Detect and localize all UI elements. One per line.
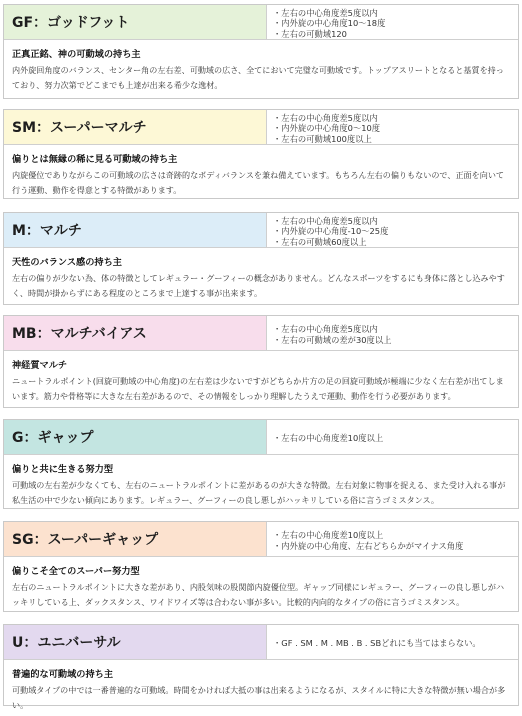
type-description: 可動域の左右差が少なくても、左右のニュートラルポイントに差があるのが大きな特徴。左右対象に物事を捉える、また受け入れる事が私生活の中で少ない傾向にあります。レギュラー、グーフィーの良し悪しがハッキリしている俗に言うゴミスタンス。: [12, 480, 506, 505]
spec-item: ・左右の可動域の差が30度以上: [273, 334, 392, 345]
card-header: [4, 5, 518, 40]
type-title: M：マルチ: [4, 213, 267, 247]
spec-item: ・GF . SM . M . MB . B . SBどれにも当てはまらない。: [273, 638, 481, 649]
spec-item: ・左右の中心角度差10度以上: [273, 433, 384, 444]
card-body: [4, 40, 518, 96]
type-card-g: [3, 419, 519, 509]
type-subtitle: 偏りと共に生きる努力型: [12, 464, 114, 475]
spec-item: ・左右の可動域120: [273, 28, 347, 39]
type-card-sg: [3, 521, 519, 612]
type-description: 内旋優位でありながらこの可動域の広さは奇跡的なボディバランスを兼ね備えています。もちろん左右の偏りもないので、正面を向いて行う運動、動作を得意とする特徴があります。: [12, 170, 505, 195]
type-description: 内外旋回角度のバランス、センター角の左右差、可動域の広さ、全てにおいて完璧な可動域です。トップアスリートとなると基質を持っており、努力次第でどこまでも上達が出来る希少な逸材。: [12, 65, 504, 90]
card-header: [4, 213, 518, 248]
spec-list: [267, 213, 518, 247]
type-description: 可動域タイプの中では一番普遍的な可動域。時間をかければ大抵の事は出来るようになるが、スタイルに特に大きな特徴が無い場合が多い。: [12, 685, 506, 710]
spec-list: [267, 5, 518, 39]
spec-item: ・左右の中心角度差5度以内: [273, 215, 378, 226]
type-title: SG：スーパーギャップ: [4, 522, 267, 556]
type-description: 左右の偏りが少ない為、体の特徴としてレギュラー・グーフィーの概念がありません。どんなスポーツをするにも身体に落とし込みやすく、時間が掛からずにある程度のところまで上達する事が出来ます。: [12, 273, 505, 298]
type-card-gf: [3, 4, 519, 99]
spec-item: ・左右の可動域60度以上: [273, 236, 367, 247]
type-description: 左右のニュートラルポイントに大きな差があり、内股気味の股関節内旋優位型。ギャップ同様にレギュラー、グーフィーの良し悪しがハッキリしている上、ダックスタンス、ワイドワイズ等は合わない事が多い。比較的内向的なタイプの俗に言うゴミスタンス。: [12, 582, 505, 607]
spec-item: ・内外旋の中心角度10～18度: [273, 18, 386, 29]
spec-list: [267, 625, 518, 659]
type-subtitle: 正真正銘、神の可動域の持ち主: [12, 49, 141, 60]
spec-item: ・内外旋の中心角度、左右どちらかがマイナス角度: [273, 540, 464, 551]
type-title: MB：マルチバイアス: [4, 316, 267, 350]
card-header: [4, 522, 518, 557]
spec-item: ・内外旋の中心角度0～10度: [273, 123, 381, 134]
type-subtitle: 普遍的な可動域の持ち主: [12, 669, 114, 680]
card-header: [4, 110, 518, 145]
type-card-u: [3, 624, 519, 710]
type-title: SM：スーパーマルチ: [4, 110, 267, 144]
card-body: [4, 145, 518, 201]
type-card-sm: [3, 109, 519, 199]
card-body: [4, 351, 518, 407]
type-subtitle: 偏りこそ全てのスーパー努力型: [12, 566, 140, 577]
type-title: U：ユニバーサル: [4, 625, 267, 659]
spec-list: [267, 420, 518, 454]
spec-item: ・左右の中心角度差5度以内: [273, 112, 378, 123]
spec-list: [267, 316, 518, 350]
type-card-m: [3, 212, 519, 305]
type-card-mb: [3, 315, 519, 408]
spec-item: ・左右の中心角度差10度以上: [273, 530, 384, 540]
card-body: [4, 248, 518, 304]
type-subtitle: 天性のバランス感の持ち主: [12, 257, 122, 268]
type-subtitle: 偏りとは無縁の稀に見る可動域の持ち主: [12, 154, 178, 165]
spec-item: ・左右の可動域100度以上: [273, 133, 372, 144]
spec-list: [267, 110, 518, 144]
card-header: [4, 625, 518, 660]
card-body: [4, 455, 518, 511]
card-header: [4, 316, 518, 351]
type-title: G：ギャップ: [4, 420, 267, 454]
type-title: GF：ゴッドフット: [4, 5, 267, 39]
card-body: [4, 660, 518, 716]
card-header: [4, 420, 518, 455]
card-body: [4, 557, 518, 613]
type-description: ニュートラルポイント(回旋可動域の中心角度)の左右差は少ないですがどちらか片方の足の回旋可動域が極端に少なく左右差が出てしまいます。筋力や骨格等に大きな左右差があるので、その情報をしっかり理解したうえで運動、動作を行う必要があります。: [12, 376, 504, 401]
spec-item: ・内外旋の中心角度-10～25度: [273, 226, 389, 237]
spec-item: ・左右の中心角度差5度以内: [273, 7, 378, 18]
type-subtitle: 神経質マルチ: [12, 360, 68, 371]
spec-item: ・左右の中心角度差5度以内: [273, 324, 378, 334]
spec-list: [267, 522, 518, 556]
